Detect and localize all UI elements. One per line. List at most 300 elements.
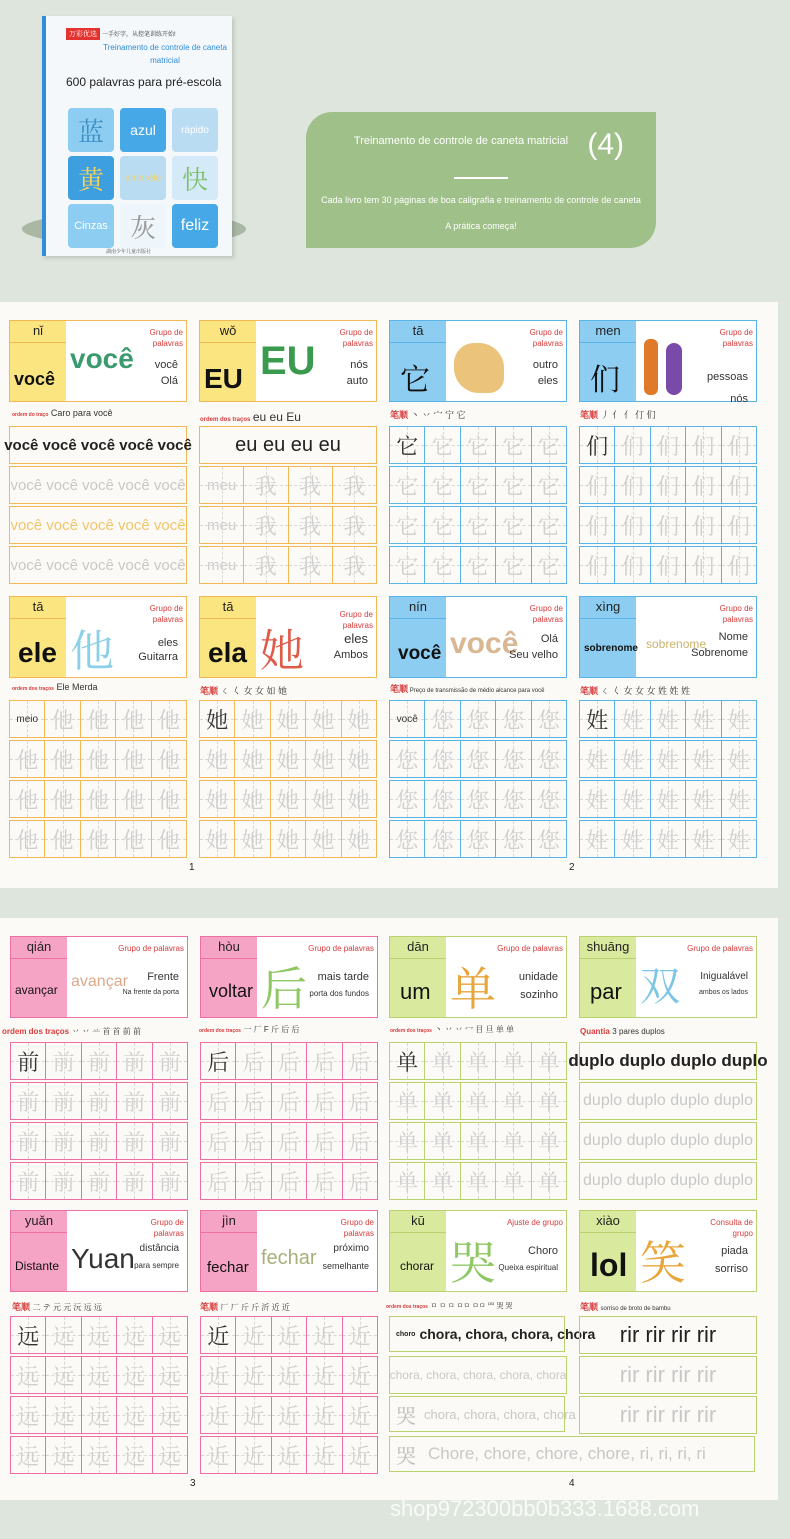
practice-grid-row <box>10 1122 188 1160</box>
card-pinyin: tā <box>412 323 424 338</box>
grid-cell: 们 <box>722 507 756 543</box>
cover-badge: 万彩优选 <box>66 28 100 40</box>
grid-cell: 它 <box>461 547 496 583</box>
practice-grid-row <box>579 426 757 464</box>
practice-grid-row <box>10 1042 188 1080</box>
word-card-ta-she <box>199 596 377 678</box>
grid-cell: 们 <box>651 547 686 583</box>
card-group-word-1: distância <box>139 1243 179 1254</box>
card-group-word-1: pessoas <box>707 371 748 383</box>
grid-cell: 他 <box>81 741 116 777</box>
grid-cell: 我 <box>333 467 376 503</box>
grid-cell: 远 <box>117 1397 152 1433</box>
grid-cell: 他 <box>116 741 151 777</box>
card-group-label: Grupo de palavras <box>149 604 183 624</box>
cover-slogan: 一手好字，从控笔训练开始! <box>102 32 176 38</box>
grid-cell: 他 <box>10 781 45 817</box>
card-word: sobrenome <box>584 643 638 654</box>
card-pinyin: shuāng <box>586 939 630 954</box>
practice-grid-row <box>579 546 757 584</box>
practice-text-row: chora, chora, chora, chora, chora <box>389 1356 567 1394</box>
practice-grid-row <box>200 1396 378 1434</box>
grid-cell: 单 <box>390 1043 425 1079</box>
card-pinyin-line <box>390 958 446 959</box>
card-group-label: Grupo de palavras <box>149 328 183 348</box>
grid-cell: 您 <box>425 741 460 777</box>
grid-cell: 姓 <box>651 701 686 737</box>
practice-grid-row <box>10 1356 188 1394</box>
card-illustration-word: 她 <box>260 627 304 676</box>
grid-cell: 它 <box>496 507 531 543</box>
grid-cell: 您 <box>390 781 425 817</box>
grid-cell: 前 <box>11 1123 46 1159</box>
card-group-word-1: outro <box>532 359 558 371</box>
grid-cell: 远 <box>46 1437 81 1473</box>
grid-cell: 们 <box>686 427 721 463</box>
grid-cell: 后 <box>236 1043 271 1079</box>
cover-tile: amarelo <box>120 156 166 200</box>
grid-cell: 我 <box>333 547 376 583</box>
practice-grid-row <box>199 740 377 778</box>
banner-volume-number: (4) <box>587 128 624 161</box>
practice-text-row: duplo duplo duplo duplo <box>579 1122 757 1160</box>
card-word: voltar <box>209 981 254 1001</box>
grid-cell: 后 <box>201 1083 236 1119</box>
card-pinyin-line <box>580 958 636 959</box>
cover-tile: 蓝 <box>68 108 114 152</box>
grid-cell: 姓 <box>686 821 721 857</box>
grid-cell: 姓 <box>615 701 650 737</box>
grid-cell: 远 <box>11 1317 46 1353</box>
grid-cell: 她 <box>342 701 376 737</box>
grid-cell: 远 <box>46 1357 81 1393</box>
stroke-order: ordem dos traços ㅁ ㅁ ㅁ ㅁㅁ ㅁㅁ 罒 哭 哭 <box>386 1303 513 1310</box>
grid-cell: 后 <box>343 1163 377 1199</box>
grid-cell: 单 <box>532 1163 566 1199</box>
grid-cell: 姓 <box>722 781 756 817</box>
stroke-order: ordem do traço Caro para você <box>12 408 113 418</box>
grid-cell: 远 <box>153 1357 187 1393</box>
practice-grid-row <box>199 546 377 584</box>
card-pinyin-line <box>10 618 66 619</box>
grid-cell: 她 <box>342 781 376 817</box>
stroke-order: ordem dos traços Ele Merda <box>12 682 98 692</box>
card-word: um <box>400 979 431 1004</box>
grid-cell: 们 <box>580 467 615 503</box>
word-card-dan <box>389 936 567 1018</box>
card-pinyin: yuǎn <box>24 1213 54 1228</box>
grid-cell: 它 <box>390 547 425 583</box>
grid-cell: 近 <box>307 1317 342 1353</box>
practice-grid-row <box>579 506 757 544</box>
practice-grid-row <box>579 820 757 858</box>
card-word: Distante <box>15 1259 60 1273</box>
cover-subtitle: Treinamento de controle de caneta matricial <box>103 43 227 65</box>
grid-cell: 后 <box>272 1083 307 1119</box>
practice-text-row: duplo duplo duplo duplo <box>579 1162 757 1200</box>
card-group-label: Ajuste de grupo <box>506 1218 563 1227</box>
grid-cell: 它 <box>532 467 566 503</box>
practice-grid-row <box>9 780 187 818</box>
grid-cell: 她 <box>200 821 235 857</box>
grid-cell: 姓 <box>686 741 721 777</box>
practice-grid-row <box>200 1162 378 1200</box>
page-number: 2 <box>569 862 575 873</box>
card-group-word-2: eles <box>537 375 558 387</box>
card-group-label: Grupo de palavras <box>118 944 184 953</box>
grid-cell: 单 <box>461 1083 496 1119</box>
grid-cell: 近 <box>201 1437 236 1473</box>
card-illustration-word: você <box>450 627 519 660</box>
card-illustration-word: 单 <box>450 963 496 1015</box>
grid-cell: 他 <box>152 701 186 737</box>
grid-cell: 它 <box>461 507 496 543</box>
cover-publisher: 湖南少年儿童出版社 <box>106 249 152 255</box>
practice-grid-row <box>199 700 377 738</box>
grid-cell: 后 <box>236 1123 271 1159</box>
card-pinyin-line <box>10 342 66 343</box>
banner-description: Cada livro tem 30 páginas de boa caligrafia e treinamento de controle de caneta <box>321 195 641 205</box>
grid-cell: 后 <box>236 1163 271 1199</box>
grid-cell: 姓 <box>722 821 756 857</box>
grid-cell: 他 <box>116 781 151 817</box>
grid-cell: 远 <box>82 1317 117 1353</box>
grid-cell: 后 <box>201 1123 236 1159</box>
grid-cell: 姓 <box>615 741 650 777</box>
practice-grid-row <box>579 700 757 738</box>
grid-cell: 单 <box>425 1163 460 1199</box>
card-group-label: Grupo de palavras <box>340 1218 374 1238</box>
practice-grid-row <box>389 1082 567 1120</box>
grid-cell: 单 <box>496 1123 531 1159</box>
card-word: ela <box>208 637 247 668</box>
grid-cell: 它 <box>425 427 460 463</box>
card-group-word-1: eles <box>157 637 178 649</box>
practice-text-row: rir rir rir rir <box>579 1396 757 1434</box>
grid-cell: 单 <box>390 1083 425 1119</box>
grid-cell: 您 <box>496 701 531 737</box>
grid-cell: 它 <box>532 507 566 543</box>
card-group-label: Grupo de palavras <box>339 328 373 348</box>
grid-cell: 单 <box>496 1043 531 1079</box>
card-pinyin: tā <box>222 599 234 614</box>
grid-cell: 近 <box>272 1437 307 1473</box>
page-number: 3 <box>190 1478 196 1489</box>
grid-cell: 单 <box>461 1123 496 1159</box>
grid-cell: 她 <box>271 821 306 857</box>
grid-cell: 我 <box>289 507 333 543</box>
grid-cell: 们 <box>580 427 615 463</box>
grid-cell: 姓 <box>722 701 756 737</box>
stroke-order: 笔顺 ㄑ 𡿨 女 女 如 她 <box>200 686 288 696</box>
practice-grid-row <box>200 1356 378 1394</box>
practice-text-row: rir rir rir rir <box>579 1356 757 1394</box>
card-pinyin: dān <box>407 939 429 954</box>
stroke-order: 笔顺 二 テ 元 元 沅 远 远 <box>12 1302 102 1312</box>
practice-grid-row <box>10 1316 188 1354</box>
card-word: par <box>590 979 622 1004</box>
grid-cell: 您 <box>425 781 460 817</box>
practice-grid-row <box>389 506 567 544</box>
practice-grid-row <box>199 506 377 544</box>
grid-cell: 它 <box>425 547 460 583</box>
practice-grid-row <box>389 1042 567 1080</box>
card-group-label: Consulta de grupo <box>710 1218 753 1238</box>
grid-cell: 近 <box>201 1317 236 1353</box>
grid-cell: 她 <box>200 781 235 817</box>
card-word: lol <box>590 1247 628 1283</box>
card-pinyin-line <box>11 1232 67 1233</box>
grid-cell: 前 <box>153 1163 187 1199</box>
grid-cell: 您 <box>496 781 531 817</box>
grid-cell: 他 <box>81 701 116 737</box>
card-illustration-word: 哭 <box>450 1237 496 1289</box>
grid-cell: 我 <box>289 467 333 503</box>
grid-cell: 前 <box>82 1123 117 1159</box>
grid-cell: 近 <box>343 1397 377 1433</box>
grid-cell: 们 <box>722 547 756 583</box>
practice-grid-row <box>200 1042 378 1080</box>
card-word: chorar <box>400 1259 435 1273</box>
grid-cell: 它 <box>425 507 460 543</box>
grid-cell: 姓 <box>580 781 615 817</box>
grid-cell: 姓 <box>615 821 650 857</box>
card-word: você <box>14 369 56 389</box>
card-illustration-word: 双 <box>640 965 680 1009</box>
grid-cell: 我 <box>333 507 376 543</box>
practice-grid-row <box>389 740 567 778</box>
grid-cell: 后 <box>307 1123 342 1159</box>
practice-grid-row <box>389 1122 567 1160</box>
card-illustration-word: Yuan <box>71 1243 135 1274</box>
card-pinyin-line <box>390 618 446 619</box>
stroke-order: 笔顺 Preço de transmissão de médio alcance para você <box>390 684 545 694</box>
card-word: avançar <box>15 983 58 997</box>
card-pinyin: xiào <box>596 1213 620 1228</box>
practice-text-row: 哭 chora, chora, chora, chora <box>389 1396 565 1432</box>
grid-cell: 前 <box>11 1083 46 1119</box>
practice-text-row: você você você você você <box>9 426 187 464</box>
practice-grid-row <box>389 466 567 504</box>
grid-cell: 他 <box>45 741 80 777</box>
grid-cell: meu <box>200 547 244 583</box>
practice-text-row: eu eu eu eu <box>199 426 377 464</box>
card-illustration-word: 后 <box>261 963 307 1015</box>
stroke-order: Quantia 3 pares duplos <box>580 1027 665 1036</box>
grid-cell: 姓 <box>651 741 686 777</box>
eggplant-illustration-icon <box>666 343 682 395</box>
practice-sheet-1 <box>0 302 778 888</box>
grid-cell: 远 <box>153 1317 187 1353</box>
card-group-word-2: Olá <box>160 375 178 387</box>
grid-cell: 们 <box>580 547 615 583</box>
card-group-label: Grupo de palavras <box>719 328 753 348</box>
grid-cell: 他 <box>116 821 151 857</box>
stroke-order: 笔顺 丿 亻 亻 仃 们 <box>580 410 656 420</box>
grid-cell: 我 <box>244 547 288 583</box>
grid-cell: 单 <box>390 1163 425 1199</box>
grid-cell: 们 <box>686 507 721 543</box>
card-group-label: Grupo de palavras <box>687 944 753 953</box>
grid-cell: 她 <box>342 821 376 857</box>
grid-cell: 近 <box>272 1357 307 1393</box>
grid-cell: 近 <box>272 1317 307 1353</box>
card-group-word-2: Ambos <box>333 649 368 661</box>
grid-cell: 们 <box>615 547 650 583</box>
cover-tile: 灰 <box>120 204 166 248</box>
grid-cell: 他 <box>45 701 80 737</box>
grid-cell: 她 <box>235 701 270 737</box>
card-pinyin-line <box>390 342 446 343</box>
grid-cell: 单 <box>461 1163 496 1199</box>
practice-grid-row <box>389 820 567 858</box>
card-illustration-word: fechar <box>261 1247 317 1269</box>
practice-grid-row <box>199 466 377 504</box>
stroke-order: 笔顺 ㄑ 𡿨 女 女 女 姓 姓 姓 <box>580 686 691 696</box>
grid-cell: 们 <box>722 467 756 503</box>
grid-cell: 远 <box>117 1357 152 1393</box>
grid-cell: 远 <box>82 1397 117 1433</box>
grid-cell: 姓 <box>615 781 650 817</box>
card-group-word-1: mais tarde <box>317 971 369 983</box>
grid-cell: 们 <box>722 427 756 463</box>
grid-cell: 前 <box>153 1043 187 1079</box>
card-illustration-word: EU <box>260 339 316 383</box>
word-card-ku <box>389 1210 567 1292</box>
card-group-word-2: semelhante <box>322 1261 369 1271</box>
grid-cell: 远 <box>82 1437 117 1473</box>
grid-cell: 后 <box>201 1043 236 1079</box>
grid-cell: 她 <box>306 741 341 777</box>
grid-cell: 他 <box>45 821 80 857</box>
grid-cell: 后 <box>307 1043 342 1079</box>
grid-cell: 前 <box>82 1083 117 1119</box>
banner-start-text: A prática começa! <box>445 221 517 231</box>
card-pinyin: hòu <box>218 939 240 954</box>
cover-tile: rápido <box>172 108 218 152</box>
grid-cell: 姓 <box>686 781 721 817</box>
card-pinyin-line <box>390 1232 446 1233</box>
grid-cell: 前 <box>46 1043 81 1079</box>
grid-cell: 它 <box>461 427 496 463</box>
practice-text-row: 哭 Chore, chore, chore, chore, ri, ri, ri, ri <box>389 1436 755 1472</box>
grid-cell: 您 <box>390 741 425 777</box>
card-group-word-1: unidade <box>518 971 558 983</box>
grid-cell: 后 <box>307 1163 342 1199</box>
card-pinyin-line <box>580 1232 636 1233</box>
grid-cell: 近 <box>236 1397 271 1433</box>
grid-cell: 后 <box>272 1163 307 1199</box>
grid-cell: 近 <box>307 1437 342 1473</box>
stroke-order: 笔顺 sorriso de broto de bambu <box>580 1302 671 1312</box>
grid-cell: 它 <box>461 467 496 503</box>
card-group-word-1: piada <box>721 1245 748 1257</box>
card-pinyin-line <box>201 1232 257 1233</box>
card-pinyin: kū <box>411 1213 425 1228</box>
cover-tile: Cinzas <box>68 204 114 248</box>
grid-cell: 后 <box>307 1083 342 1119</box>
grid-cell: 他 <box>10 741 45 777</box>
grid-cell: 单 <box>425 1083 460 1119</box>
stroke-order: ordem dos traços eu eu Eu <box>200 410 301 424</box>
grid-cell: 您 <box>461 821 496 857</box>
practice-grid-row <box>200 1436 378 1474</box>
card-group-word-2: Sobrenome <box>691 647 748 659</box>
card-group-word-1: Olá <box>540 633 558 645</box>
grid-cell: 们 <box>686 467 721 503</box>
grid-cell: meio <box>10 701 45 737</box>
word-card-ta-he <box>9 596 187 678</box>
grid-cell: 它 <box>425 467 460 503</box>
practice-grid-row <box>389 780 567 818</box>
grid-cell: 们 <box>580 507 615 543</box>
card-pinyin-line <box>201 958 257 959</box>
card-pinyin: wǒ <box>219 323 237 338</box>
card-pinyin: jìn <box>222 1213 236 1228</box>
card-word: EU <box>204 363 243 394</box>
grid-cell: 近 <box>201 1397 236 1433</box>
grid-cell: 您 <box>496 741 531 777</box>
word-card-nin <box>389 596 567 678</box>
card-pinyin-line <box>580 618 636 619</box>
card-group-word-2: Seu velho <box>509 649 558 661</box>
grid-cell: 们 <box>651 507 686 543</box>
word-card-ta-it <box>389 320 567 402</box>
grid-cell: meu <box>200 467 244 503</box>
practice-text-row: rir rir rir rir <box>579 1316 757 1354</box>
stroke-order: 笔顺 丶 丷 宀 宁 它 <box>390 410 466 420</box>
practice-grid-row <box>10 1436 188 1474</box>
practice-grid-row <box>579 780 757 818</box>
grid-cell: 近 <box>343 1357 377 1393</box>
cover-tile: feliz <box>172 204 218 248</box>
grid-cell: 单 <box>496 1083 531 1119</box>
grid-cell: 远 <box>46 1397 81 1433</box>
practice-text-row: duplo duplo duplo duplo <box>579 1082 757 1120</box>
grid-cell: 们 <box>615 467 650 503</box>
practice-grid-row <box>199 820 377 858</box>
card-group-word-2: Queixa espiritual <box>498 1263 558 1272</box>
card-group-word-2: auto <box>346 375 368 387</box>
grid-cell: 她 <box>342 741 376 777</box>
practice-text-row: duplo duplo duplo duplo <box>579 1042 757 1080</box>
card-group-word-1: eles <box>344 631 368 646</box>
cover-tile: 快 <box>172 156 218 200</box>
grid-cell: 她 <box>271 781 306 817</box>
grid-cell: 后 <box>343 1083 377 1119</box>
grid-cell: 她 <box>235 741 270 777</box>
practice-grid-row <box>389 546 567 584</box>
cover-tile: 黄 <box>68 156 114 200</box>
grid-cell: 后 <box>201 1163 236 1199</box>
grid-cell: 他 <box>152 741 186 777</box>
grid-cell: 姓 <box>580 821 615 857</box>
practice-text-row: você você você você você <box>9 466 187 504</box>
grid-cell: 单 <box>461 1043 496 1079</box>
grid-cell: 它 <box>532 427 566 463</box>
grid-cell: 她 <box>306 781 341 817</box>
card-group-word-1: Frente <box>147 971 179 983</box>
grid-cell: 远 <box>11 1437 46 1473</box>
practice-text-row: choro chora, chora, chora, chora <box>389 1316 565 1352</box>
grid-cell: 她 <box>306 701 341 737</box>
grid-cell: 姓 <box>651 821 686 857</box>
card-illustration-word: 他 <box>70 627 114 676</box>
grid-cell: 她 <box>235 821 270 857</box>
practice-grid-row <box>200 1122 378 1160</box>
card-illustration-word: sobrenome <box>646 637 707 651</box>
grid-cell: 您 <box>461 741 496 777</box>
